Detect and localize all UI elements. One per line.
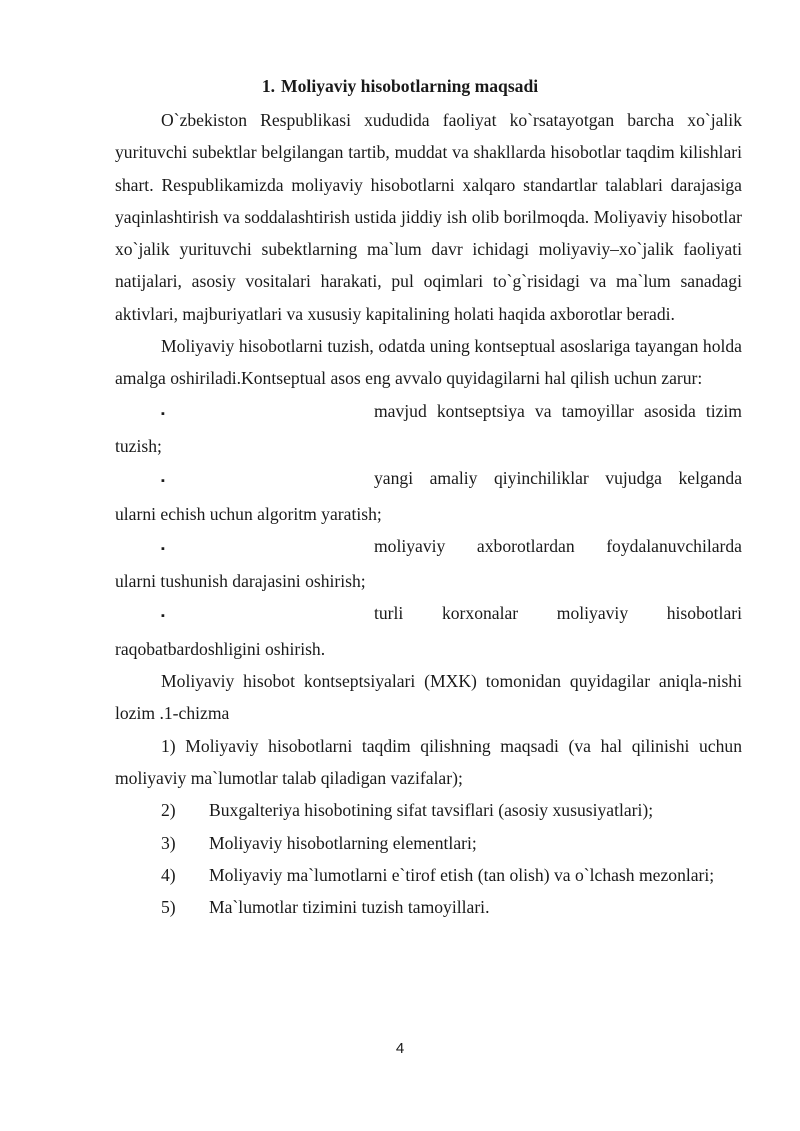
item-number: 4) — [161, 864, 176, 885]
section-heading — [0, 76, 800, 97]
item-number: 5) — [161, 897, 176, 918]
list-item — [115, 597, 742, 665]
paragraph: Moliyaviy hisobotlarni tuzish, odatda uning kontseptual asoslariga tayangan holda amalga oshiriladi.Kontseptual asos eng avvalo quyidagilarni hal qilish uchun zarur: — [115, 336, 742, 389]
section-number: 1. — [261, 76, 276, 96]
list-item — [115, 462, 742, 530]
list-item — [115, 395, 742, 463]
list-item — [115, 827, 742, 859]
item-number: 3) — [161, 832, 176, 853]
bullet-text: mavjud kontseptsiya va tamoyillar asosida tizim — [374, 400, 742, 421]
item-text: Ma`lumotlar tizimini tuzish tamoyillari. — [209, 897, 490, 918]
section-title: Moliyaviy hisobotlarning maqsadi — [281, 76, 539, 96]
bullet-list — [115, 395, 742, 665]
bullet-text-continued: ularni tushunish darajasini oshirish; — [115, 571, 366, 592]
page-number: 4 — [395, 1040, 405, 1057]
bullet-icon: ▪ — [161, 610, 165, 623]
item-number: 2) — [161, 800, 176, 821]
bullet-icon: ▪ — [161, 542, 165, 555]
bullet-icon: ▪ — [161, 407, 165, 420]
paragraph: Moliyaviy hisobot kontseptsiyalari (MXK) tomonidan quyidagilar aniqla-nishi lozim .1-chizma — [115, 671, 742, 724]
list-item — [115, 794, 742, 826]
bullet-text-continued: ularni echish uchun algoritm yaratish; — [115, 503, 382, 524]
document-body — [115, 104, 742, 923]
list-item — [115, 891, 742, 923]
bullet-text-continued: raqobatbardoshligini oshirish. — [115, 638, 326, 659]
bullet-text: moliyaviy axborotlardan foydalanuvchilarda — [374, 535, 742, 556]
bullet-text-continued: tuzish; — [115, 435, 162, 456]
numbered-item-1: 1) Moliyaviy hisobotlarni taqdim qilishning maqsadi (va hal qilinishi uchun moliyaviy ma`lumotlar talab qiladigan vazifalar); — [115, 735, 742, 788]
item-text: Moliyaviy hisobotlarning elementlari; — [209, 832, 477, 853]
paragraph: O`zbekiston Respublikasi xududida faoliyat ko`rsatayotgan barcha xo`jalik yurituvchi subektlar belgilangan tartib, muddat va shakllarda hisobotlar taqdim kilishlari shart. Respublikamizda moliyaviy hisobotlarni xalqaro standartlar talablari darajasiga yaqinlashtirish va soddalashtirish ustida jiddiy ish olib borilmoqda. Moliyaviy hisobotlar xo`jalik yurituvchi subektlarning ma`lum davr ichidagi moliyaviy–xo`jalik faoliyati natijalari, asosiy vositalari harakati, pul oqimlari to`g`risidagi va ma`lum sanadagi aktivlari, majburiyatlari va xususiy kapitalining holati haqida axborotlar beradi. — [115, 110, 742, 324]
list-item — [115, 859, 742, 891]
item-text: Buxgalteriya hisobotining sifat tavsiflari (asosiy xususiyatlari); — [209, 800, 654, 821]
bullet-text: yangi amaliy qiyinchiliklar vujudga kelganda — [374, 468, 742, 489]
bullet-text: turli korxonalar moliyaviy hisobotlari — [374, 603, 742, 624]
numbered-list — [115, 794, 742, 923]
list-item — [115, 530, 742, 598]
item-text: Moliyaviy ma`lumotlarni e`tirof etish (tan olish) va o`lchash mezonlari; — [209, 864, 715, 885]
bullet-icon: ▪ — [161, 475, 165, 488]
